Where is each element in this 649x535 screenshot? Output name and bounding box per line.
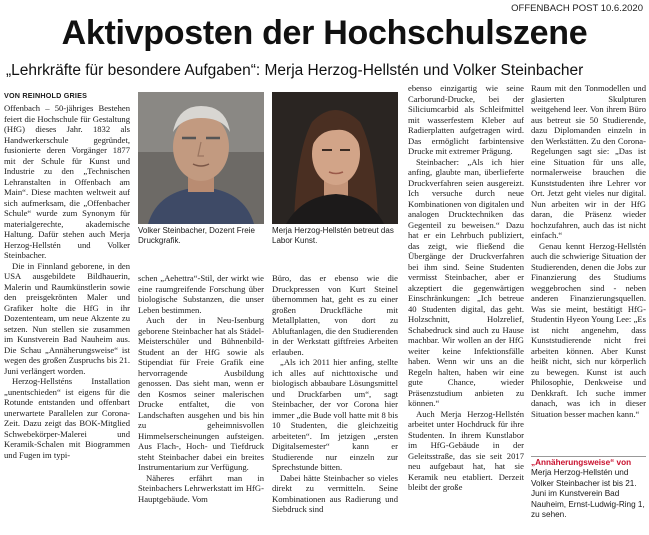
byline: VON REINHOLD GRIES [4,91,88,100]
paragraph: Die in Finnland geborene, in den USA ausgebildete Bildhauerin, Malerin und Raumkünstlerin sowie den preisgekrönten Maler und Grafiker holte die HfG in ihr Dozententeam, um neue Akzente zu setzen. Nun stellen sie zusammen im Kunstverein Bad Nauheim aus. Die Schau „Annäherungsweise“ ist wegen des großen Zuspruchs bis 21. Juni verlängert worden. [4,260,130,376]
paragraph: Offenbach – 50-jähriges Bestehen feiert die Hochschule für Gestaltung (HfG) dieses Jahr. 1832 als Handwerkerschule gegründet, fusionierte deren Vorgänger 1877 mit der Schule für Kunst und Industrie zu den „Technischen Lehranstalten in Offenbach am Main“. Diese machten weltweit auf sich aufmerksam, die „Offenbacher Schule“ wurde zum Synonym für materialgerechte, akademische Haltung. Dafür stehen auch Merja Herzog-Hellstén und Volker Steinbacher. [4,103,130,260]
paragraph: Auch der in Neu-Isenburg geborene Steinbacher hat als Städel-Meisterschüler und Bühnenbild-Student an der HfG sowie als Stipendiat für Freie Grafik eine hervorragende Ausbildung genossen. Das sieht man, wenn er den Kosmos seiner malerischen Drucke entfaltet, die von Landschaften ausgehen und bis hin zu geheimnisvollen Himmelserscheinungen aufsteigen. Aus Flach-, Hoch- und Tiefdruck steht Steinbacher dabei ein breites Instrumentarium zur Verfügung. [138,315,264,472]
paragraph: Genau kennt Herzog-Hellstén auch die schwierige Situation der Studierenden, denen die Jobs zur Finanzierung des Studiums weggebrochen sind - neben anderen Finanzierungsquellen. Was sie meint, bestätigt HfG-Studentin Hyeon Young Lee: „Es ist nicht angenehm, dass Kunststudierende nicht frei arbeiten können. Aber Kunst heißt nicht, sich nur körperlich zu bewegen. Kunst ist auch Philosophie, Denkweise und Denkkraft. Ich suche immer danach, was ich in dieser Situation besser machen kann.“ [531,240,646,419]
newspaper-source-date: OFFENBACH POST 10.6.2020 [511,3,643,14]
exhibition-title: „Annäherungsweise“ von [531,458,632,467]
paragraph: „Als ich 2011 hier anfing, stellte ich alles auf nichttoxische und biologisch abbaubare Lösungsmittel und Druckfarben um“, sagt Steinbacher, der vor Corona hier immer „die Bude voll hatte mit 8 bis 10 Studenten, die gleichzeitig arbeiteten“. Im jetzigen „ersten Digitalsemester“ kann er Studierende nur einzeln zur Sprechstunde bitten. [272,357,398,472]
photo-caption-steinbacher: Volker Steinbacher, Dozent Freie Druckgrafik. [138,226,255,245]
exhibition-info-box [531,458,646,520]
article-column-5 [531,83,646,419]
paragraph: ebenso einzigartig wie seine Carborund-Drucke, bei der Siliciumcarbid als Schleifmittel mit wasserfestem Kleber auf Radierplatten aufgetragen wird. Das ermöglicht farbintensive Drucke mit extremer Prägung. [408,83,524,156]
divider [531,456,646,457]
article-column-4 [408,83,524,493]
paragraph: Dabei hätte Steinbacher so vieles direkt zu vermitteln. Seine Kombinationen aus Radierung und Siebdruck sind [272,472,398,514]
headline: Aktivposten der Hochschulszene [61,14,588,52]
subheadline: „Lehrkräfte für besondere Aufgaben“: Merja Herzog-Hellstén und Volker Steinbacher [6,62,584,79]
photo-caption-herzog-hellsten: Merja Herzog-Hellstén betreut das Labor Kunst. [272,226,394,245]
paragraph: Büro, das er ebenso wie die Druckpressen von Kurt Steinel übernommen hat, geht es zu einer großen Druckfläche mit Metallplatten, von dort zu Abluftanlagen, die den Studierenden in der Werkstatt giftfreies Arbeiten erlauben. [272,273,399,357]
article-column-2 [138,273,264,504]
article-column-1 [4,103,130,460]
photo-volker-steinbacher [138,92,264,224]
paragraph: Herzog-Hellsténs Installation „unentschieden“ ist eigens für die Rotunde entstanden und offenbart unerwartete Parallelen zur Corona-Zeit. Dazu zeigt das BOK-Mitglied Schwebekörper-Malerei und Keramik-Schalen mit Biogrammen und Fugen im typi- [4,376,130,460]
paragraph: Raum mit den Tonmodellen und glasierten Skulpturen weitgehend leer. Von ihrem Büro aus betreut sie 50 Studierende, dazu Diplomanden einzeln in den Werkstätten. Zu den Corona-Regelungen sagt sie: „Das ist eine Situation für uns alle, normalerweise brauchen die Kunststudenten ihre Lehrer vor Ort. Jetzt geht vieles nur digital. Nun arbeiten wir in der HfG daran, die Präsenz wieder hochzufahren, auch das ist nicht einfach.“ [531,83,646,240]
paragraph: Steinbacher: „Als ich hier anfing, glaubte man, überlieferte Druckverfahren seien ausgereizt. Ich versuche durch neue Kombinationen von digitalen und analogen Drucktechniken das Gegenteil zu beweisen.“ Dazu hat er ein Lehrbuch publiziert, das zeigt, wie fließend die Übergänge der Druckverfahren bei ihm sind. Seine Studenten vermisst Steinbacher, aber er akzeptiert die gegenwärtigen Einschränkungen: „Ich betreue 40 Studenten digital, das geht. Holzschnitt, Holzrelief, Schabedruck sind auch zu Hause machbar. Wir wollen an der HfG weiter keine Infektionsfälle haben. Wenn wir uns an die Regeln halten, haben wir eine gute Chance, wieder Präsenzstudium anbieten zu können.“ [408,156,524,408]
paragraph: Näheres erfährt man in Steinbachers Lehrwerkstatt im HfG-Hauptgebäude. Vom [138,472,264,504]
paragraph: schen „Aehettra“-Stil, der wirkt wie eine raumgreifende Forschung über biologische Substanzen, die unser Leben bestimmen. [138,273,264,315]
photo-merja-herzog-hellsten [272,92,398,224]
exhibition-details: Merja Herzog-Hellstén und Volker Steinbacher ist bis 21. Juni im Kunstverein Bad Nauheim, Ernst-Ludwig-Ring 1, zu sehen. [531,468,645,520]
portrait-man-image [138,92,264,224]
article-column-3 [272,273,398,515]
portrait-woman-image [272,92,398,224]
paragraph: Auch Merja Herzog-Hellstén arbeitet unter Hochdruck für ihre Studenten. In ihrem Kunstlabor im HfG-Gebäude in der Geleitsstraße, das sie seit 2017 neu aufgebaut hat, hat sie Keramik neu etabliert. Derzeit bleibt der große [408,408,524,492]
